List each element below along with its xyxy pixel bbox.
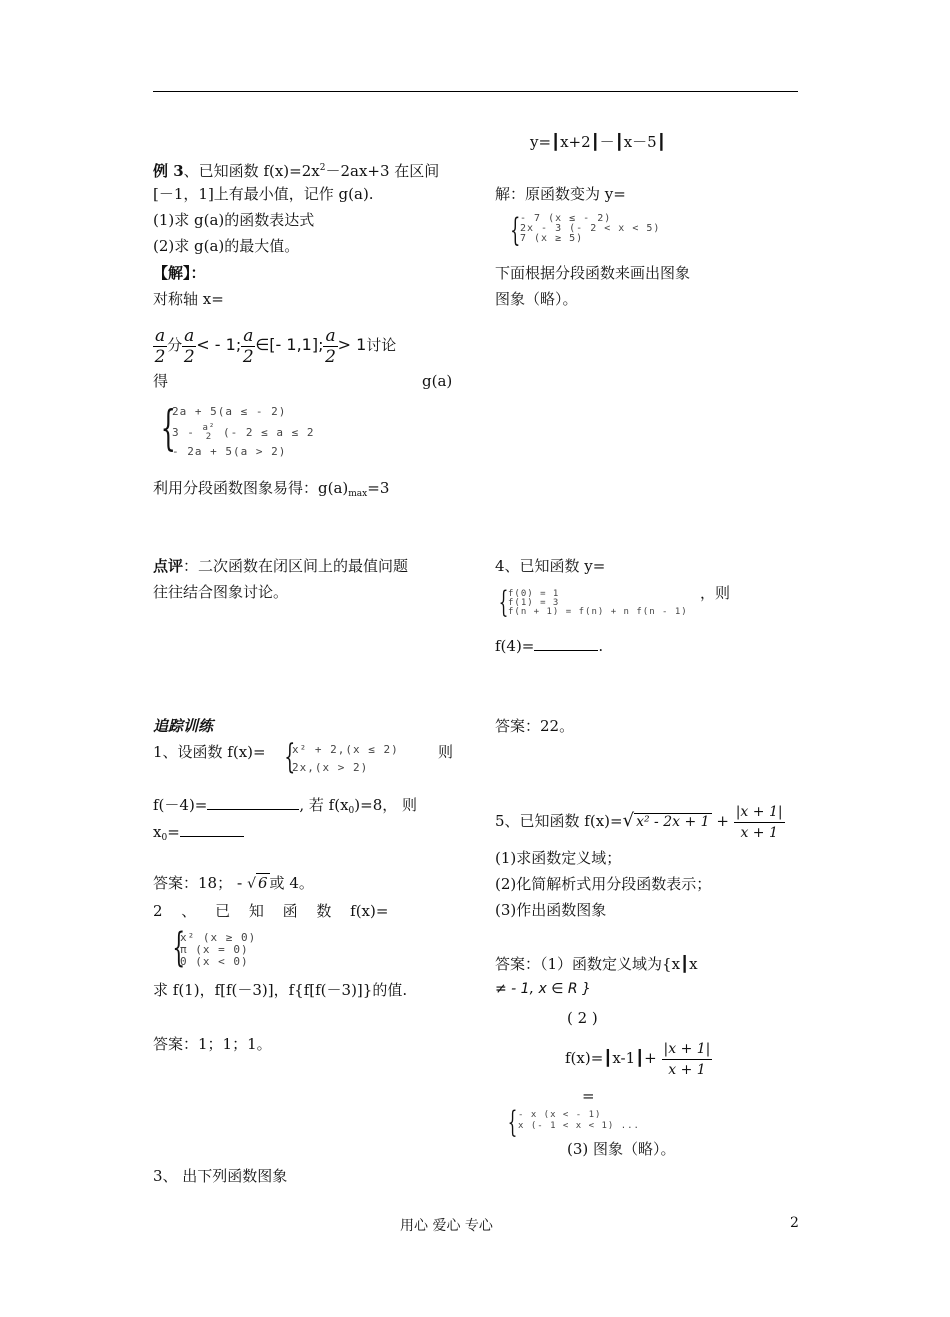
q5-answer2-fraction: $\frac{|x + 1|}{x + 1}$ xyxy=(663,1040,711,1078)
graph-line2: 图象（略）。 xyxy=(495,290,578,308)
answer-blank xyxy=(534,650,598,651)
piece-3: 7 (x ≥ 5) xyxy=(520,233,584,244)
t2-piece-2: π (x = 0) xyxy=(180,943,249,956)
de-line-left: 得 xyxy=(153,372,169,390)
q5-question1: (1)求函数定义域； xyxy=(495,849,622,867)
piece-1: - 7 (x ≤ - 2) xyxy=(520,213,612,224)
q4-answer: 答案：22。 xyxy=(495,717,575,735)
q5-fraction: $\frac{|x + 1|}{x + 1}$ xyxy=(735,803,783,841)
t1-piece-2: 2x,(x > 2) xyxy=(292,761,369,774)
ga-piece-3: - 2a + 5(a > 2) xyxy=(172,445,287,458)
example-3-line1: 例 3、已知函数 $f(x)=2x^2-2ax+3$ 在区间 xyxy=(153,162,440,180)
axis-line: 对称轴 x= xyxy=(153,290,224,308)
page-number: 2 xyxy=(790,1215,799,1231)
fraction-a-over-2: $\frac{a}{2}$ xyxy=(183,325,195,367)
t2-piece-1: x² (x ≥ 0) xyxy=(180,931,257,944)
training-1-line3: $x_0=$ xyxy=(153,822,244,848)
solution-label: 【解】： xyxy=(153,264,206,282)
q5-question3: (3)作出函数图象 xyxy=(495,901,607,919)
training-1-line1: 1、设函数 f(x)= xyxy=(153,743,266,761)
q5-answer2-expr: f(x)=┃x-1┃+ $\frac{|x + 1|}{x + 1}$ xyxy=(565,1040,711,1078)
y-expression: y=┃x+2┃－┃x－5┃ xyxy=(530,133,666,151)
q5-piece-1: - x (x < - 1) xyxy=(518,1110,602,1120)
t1-piece-1: x² + 2,(x ≤ 2) xyxy=(292,743,399,756)
q4-piece-3: f(n + 1) = f(n) + n f(n - 1) xyxy=(508,607,688,617)
q5-answer3: (3) 图象（略）。 xyxy=(567,1140,676,1158)
fraction-a-over-2: $\frac{a}{2}$ xyxy=(154,325,166,367)
header-rule xyxy=(153,91,798,92)
left-brace-icon: { xyxy=(160,400,176,456)
fraction-a-over-2: $\frac{a}{2}$ xyxy=(325,325,336,367)
example-3-line2: [－1，1]上有最小值，记作 g(a). xyxy=(153,185,374,203)
left-brace-icon: { xyxy=(498,585,509,620)
q5-answer1-line1: 答案：（1）函数定义域为{x┃x xyxy=(495,955,698,973)
training-2-line1: 2 、 已 知 函 数 f(x)= xyxy=(153,902,389,920)
training-3-line: 3、 出下列函数图象 xyxy=(153,1167,288,1185)
training-1-line2: f(－4)= , 若 $f(x_0)=8$， 则 xyxy=(153,796,418,816)
discussion-line: $\frac{a}{2}$ 分 $\frac{a}{2}$ < - 1; $\frac{a}{2}$ ∈[- 1,1]; $\frac{a}{2}$ > 1讨论 xyxy=(154,325,397,367)
comment-line2: 往往结合图象讨论。 xyxy=(153,583,289,601)
max-line: 利用分段函数图象易得：$g(a)_{max}=3$ xyxy=(153,479,390,499)
t2-piece-3: 0 (x < 0) xyxy=(180,955,249,968)
left-brace-icon: { xyxy=(284,737,296,777)
fraction-a-over-2: $\frac{a}{2}$ xyxy=(242,325,254,367)
training-1-answer: 答案：18； - √ 6 或 4。 xyxy=(153,874,314,892)
piece-2: 2x - 3 (- 2 < x < 5) xyxy=(520,223,661,234)
left-brace-icon: { xyxy=(172,925,186,971)
q4-piece-2: f(1) = 3 xyxy=(508,598,560,608)
training-2-line2: 求 f(1)，f[f(－3)]，f{f[f(－3)]}的值. xyxy=(153,981,408,999)
q5-piece-2: x (- 1 < x < 1) ... xyxy=(518,1121,640,1131)
q4-then: ，则 xyxy=(700,584,731,602)
q4-line3: f(4)= . xyxy=(495,637,604,655)
answer-blank xyxy=(180,836,244,837)
footer-motto: 用心 爱心 专心 xyxy=(400,1218,493,1234)
example-3-question2: (2)求 g(a)的最大值。 xyxy=(153,237,300,255)
answer-blank xyxy=(207,809,299,810)
left-brace-icon: { xyxy=(507,1105,518,1140)
comment-line1: 点评：二次函数在闭区间上的最值问题 xyxy=(153,557,409,575)
ga-label: g(a) xyxy=(422,372,453,390)
training-title: 追踪训练 xyxy=(153,717,214,735)
graph-line1: 下面根据分段函数来画出图象 xyxy=(495,264,691,282)
training-2-answer: 答案：1；1；1。 xyxy=(153,1035,272,1053)
ga-piece-1: 2a + 5(a ≤ - 2) xyxy=(172,405,287,418)
training-1-then: 则 xyxy=(438,743,454,761)
solution-line: 解：原函数变为 y= xyxy=(495,185,626,203)
q5-line1: 5、已知函数 f(x)=√ x² - 2x + 1 + $\frac{|x + 1|}{x + 1}$ xyxy=(495,803,783,841)
left-brace-icon: { xyxy=(510,211,521,249)
q5-equals: = xyxy=(582,1087,595,1105)
q4-line1: 4、已知函数 y= xyxy=(495,557,606,575)
q5-answer1-line2: ≠ - 1, x ∈ R } xyxy=(495,981,591,997)
q5-question2: (2)化简解析式用分段函数表示； xyxy=(495,875,712,893)
ga-piece-2: 3 - a² 2 (- 2 ≤ a ≤ 2 xyxy=(172,423,315,442)
q4-piece-1: f(0) = 1 xyxy=(508,589,560,599)
q5-answer2-label: ( 2 ) xyxy=(567,1009,598,1027)
example-3-question1: (1)求 g(a)的函数表达式 xyxy=(153,211,315,229)
